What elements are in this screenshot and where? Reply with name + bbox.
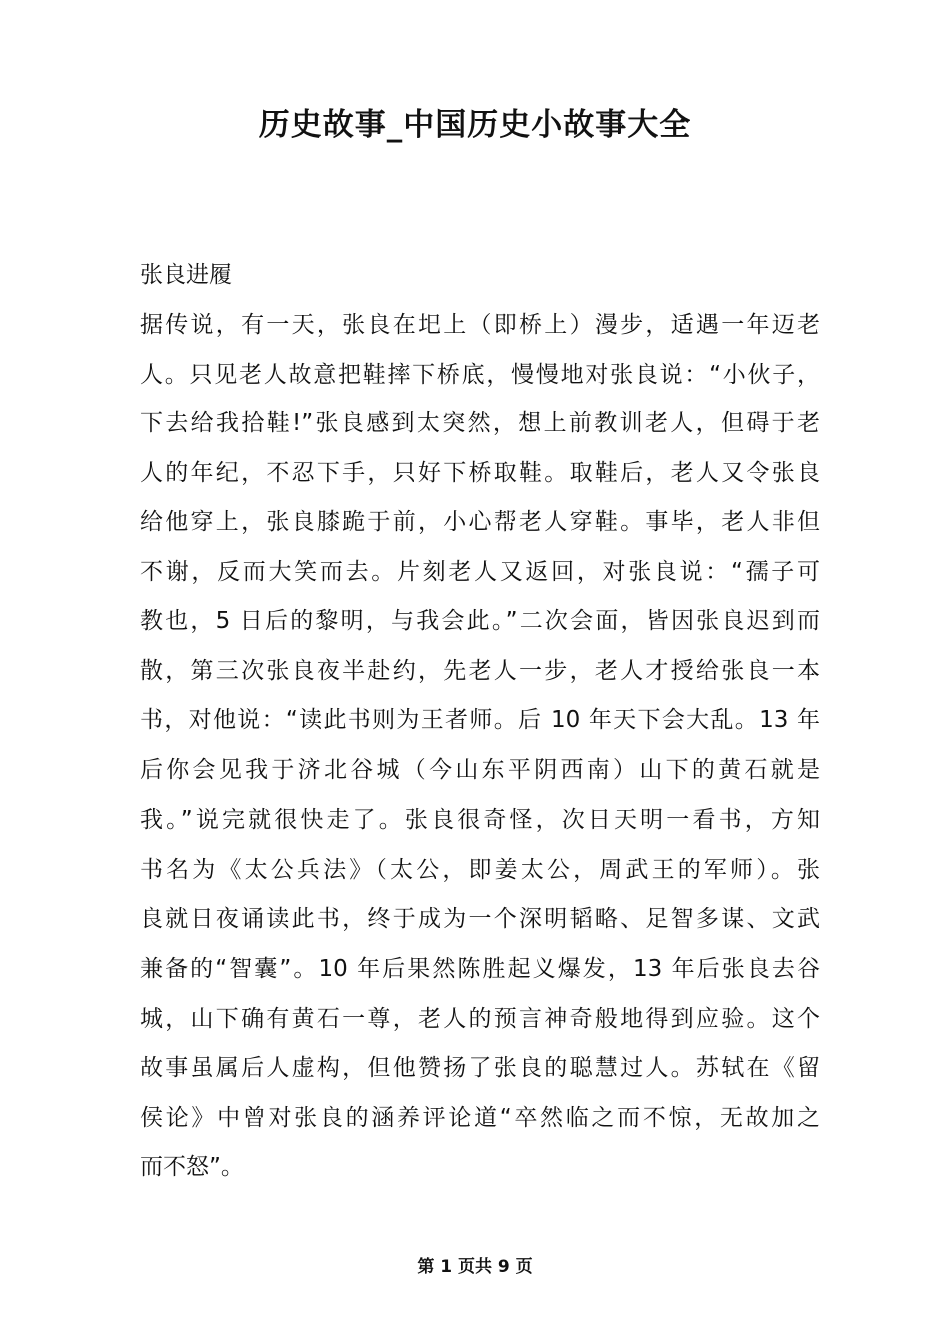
body-line: 书名为《太公兵法》（太公，即姜太公，周武王的军师）。张 [140, 857, 820, 883]
page-footer: 第 1 页共 9 页 [417, 1257, 533, 1277]
body-line: 我。”说完就很快走了。张良很奇怪，次日天明一看书，方知 [140, 807, 820, 833]
body-line: 兼备的“智囊”。10 年后果然陈胜起义爆发，13 年后张良去谷 [140, 956, 820, 982]
body-line: 故事虽属后人虚构，但他赞扬了张良的聪慧过人。苏轼在《留 [140, 1055, 820, 1081]
story-title: 张良进履 [140, 262, 232, 288]
body-line: 良就日夜诵读此书，终于成为一个深明韬略、足智多谋、文武 [140, 906, 820, 932]
body-line: 书，对他说：“读此书则为王者师。后 10 年天下会大乱。13 年 [140, 707, 820, 733]
page-title: 历史故事_中国历史小故事大全 [258, 107, 692, 143]
body-line: 人的年纪，不忍下手，只好下桥取鞋。取鞋后，老人又令张良 [140, 460, 820, 486]
body-line: 城，山下确有黄石一尊，老人的预言神奇般地得到应验。这个 [140, 1006, 820, 1032]
body-line: 教也，5 日后的黎明，与我会此。”二次会面，皆因张良迟到而 [140, 608, 820, 634]
body-line: 人。只见老人故意把鞋摔下桥底，慢慢地对张良说：“小伙子， [140, 362, 820, 388]
body-line: 给他穿上，张良膝跪于前，小心帮老人穿鞋。事毕，老人非但 [140, 509, 820, 535]
body-line: 不谢，反而大笑而去。片刻老人又返回，对张良说：“孺子可 [140, 559, 820, 585]
body-line: 而不怒”。 [140, 1154, 244, 1180]
body-line: 后你会见我于济北谷城（今山东平阴西南）山下的黄石就是 [140, 757, 820, 783]
body-line: 据传说，有一天，张良在圯上（即桥上）漫步，适遇一年迈老 [140, 312, 820, 338]
body-line: 下去给我拾鞋!”张良感到太突然，想上前教训老人，但碍于老 [140, 410, 820, 436]
body-line: 散，第三次张良夜半赴约，先老人一步，老人才授给张良一本 [140, 658, 820, 684]
body-line: 侯论》中曾对张良的涵养评论道“卒然临之而不惊，无故加之 [140, 1105, 820, 1131]
